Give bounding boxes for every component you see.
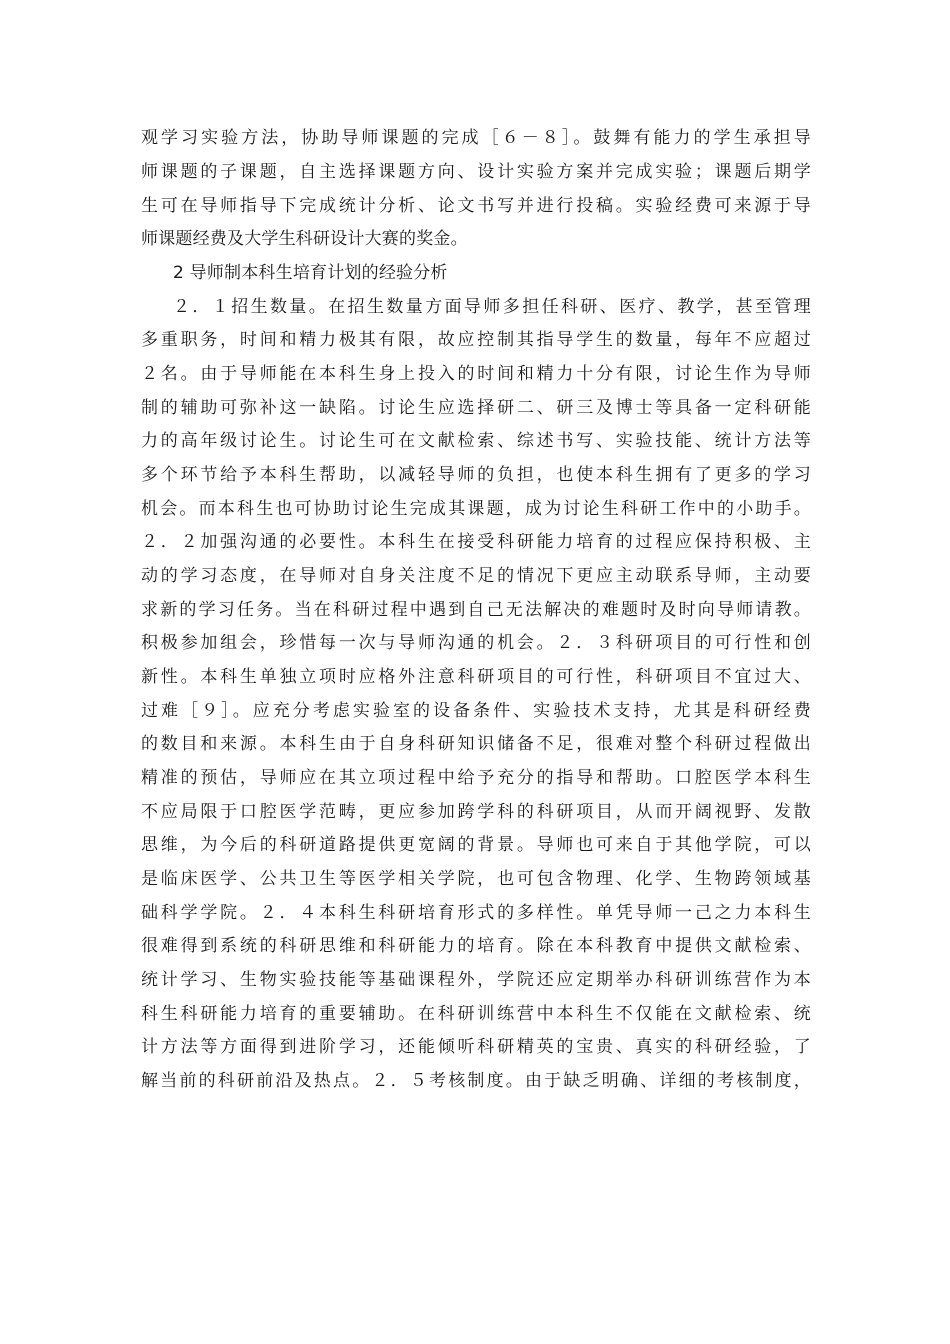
- body-text-line: 是临床医学、公共卫生等医学相关学院，也可包含物理、化学、生物跨领域基: [141, 869, 811, 889]
- body-text-line: 机会。而本科生也可协助讨论生完成其课题，成为讨论生科研工作中的小助手。: [141, 499, 811, 519]
- body-text-line: 积极参加组会，珍惜每一次与导师沟通的机会。２．３科研项目的可行性和创: [141, 633, 811, 653]
- body-text-line: 统计学习、生物实验技能等基础课程外，学院还应定期举办科研训练营作为本: [141, 970, 811, 990]
- body-text-line: 师课题的子课题，自主选择课题方向、设计实验方案并完成实验；课题后期学: [141, 162, 811, 182]
- body-text-line: 多重职务，时间和精力极其有限，故应控制其指导学生的数量，每年不应超过: [141, 330, 811, 350]
- body-text-line: 础科学学院。２．４本科生科研培育形式的多样性。单凭导师一己之力本科生: [141, 903, 811, 923]
- body-text-line: ２．１招生数量。在招生数量方面导师多担任科研、医疗、教学，甚至管理: [173, 297, 811, 317]
- body-text-line: 师课题经费及大学生科研设计大赛的奖金。: [141, 229, 468, 249]
- body-text-line: 很难得到系统的科研思维和科研能力的培育。除在本科教育中提供文献检索、: [141, 936, 811, 956]
- body-text-line: 多个环节给予本科生帮助，以减轻导师的负担，也使本科生拥有了更多的学习: [141, 465, 811, 485]
- body-text-line: ２名。由于导师能在本科生身上投入的时间和精力十分有限，讨论生作为导师: [141, 364, 811, 384]
- body-text-line: 观学习实验方法，协助导师课题的完成［６－８］。鼓舞有能力的学生承担导: [141, 128, 811, 148]
- body-text-line: 精准的预估，导师应在其立项过程中给予充分的指导和帮助。口腔医学本科生: [141, 768, 811, 788]
- body-text-line: 制的辅助可弥补这一缺陷。讨论生应选择研二、研三及博士等具备一定科研能: [141, 398, 811, 418]
- section-heading: 2 导师制本科生培育计划的经验分析: [173, 263, 448, 283]
- body-text-line: ２．２加强沟通的必要性。本科生在接受科研能力培育的过程应保持积极、主: [141, 532, 811, 552]
- body-text-line: 力的高年级讨论生。讨论生可在文献检索、综述书写、实验技能、统计方法等: [141, 431, 811, 451]
- body-text-line: 新性。本科生单独立项时应格外注意科研项目的可行性，科研项目不宜过大、: [141, 667, 811, 687]
- body-text-line: 思维，为今后的科研道路提供更宽阔的背景。导师也可来自于其他学院，可以: [141, 835, 811, 855]
- body-text-line: 计方法等方面得到进阶学习，还能倾听科研精英的宝贵、真实的科研经验，了: [141, 1037, 811, 1057]
- body-text-line: 科生科研能力培育的重要辅助。在科研训练营中本科生不仅能在文献检索、统: [141, 1004, 811, 1024]
- body-text-line: 不应局限于口腔医学范畴，更应参加跨学科的科研项目，从而开阔视野、发散: [141, 802, 811, 822]
- body-text-line: 过难［９］。应充分考虑实验室的设备条件、实验技术支持，尤其是科研经费: [141, 701, 811, 721]
- body-text-line: 生可在导师指导下完成统计分析、论文书写并进行投稿。实验经费可来源于导: [141, 196, 811, 216]
- body-text-line: 的数目和来源。本科生由于自身科研知识储备不足，很难对整个科研过程做出: [141, 734, 811, 754]
- body-text-line: 动的学习态度，在导师对自身关注度不足的情况下更应主动联系导师，主动要: [141, 566, 811, 586]
- body-text-line: 解当前的科研前沿及热点。２．５考核制度。由于缺乏明确、详细的考核制度，: [141, 1071, 811, 1091]
- body-text-line: 求新的学习任务。当在科研过程中遇到自己无法解决的难题时及时向导师请教。: [141, 600, 811, 620]
